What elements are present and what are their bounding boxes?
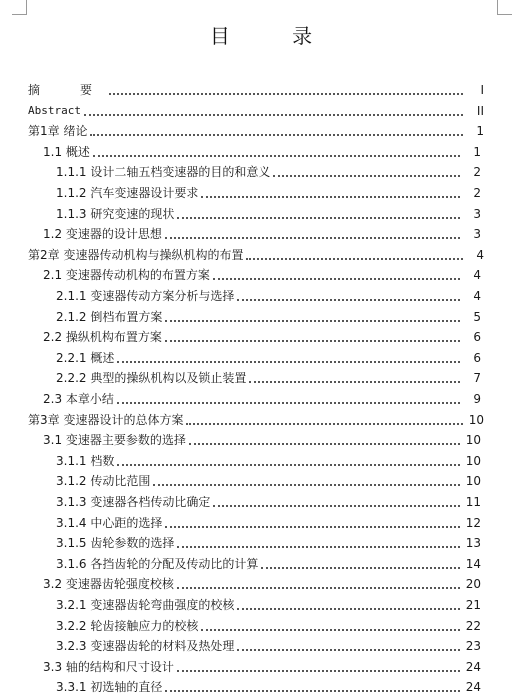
toc-page-number: 3 [473,227,481,242]
toc-entry[interactable] [0,347,522,366]
toc-entry-label: 2.2 操纵机构布置方案 [43,330,162,345]
toc-entry[interactable] [0,182,522,201]
toc-entry-label: 3.2.3 变速器齿轮的材料及热处理 [56,639,235,654]
toc-entry-label: 1.1 概述 [43,144,90,159]
dot-leader [165,678,460,692]
toc-title: 目 录 [209,24,341,48]
toc-entry-label: 1.1.3 研究变速的现状 [56,206,175,221]
dot-leader [177,658,460,672]
toc-entry-label: 3.1.3 变速器各档传动比确定 [56,495,211,509]
toc-entry[interactable] [0,79,522,98]
toc-page-number: 10 [465,433,481,448]
dot-leader [165,308,460,322]
toc-entry[interactable] [0,326,522,345]
dot-leader [237,637,460,651]
toc-entry-label: 摘 要 [28,83,107,97]
dot-leader [117,452,460,466]
toc-page-number: 6 [473,330,481,345]
toc-entry-label: 1.1.2 汽车变速器设计要求 [56,186,199,200]
toc-entry-label: 3.1.2 传动比范围 [56,474,151,489]
toc-entry-label: 第3章 变速器设计的总体方案 [28,412,184,427]
toc-entry[interactable] [0,100,522,119]
toc-entry-label: 1.2 变速器的设计思想 [43,227,162,242]
toc-page-number: 21 [465,598,481,612]
toc-page-number: 24 [465,680,481,695]
toc-page-number: 4 [476,247,484,262]
toc-entry-label: 3.2.2 轮齿接触应力的校核 [56,618,199,633]
toc-entry[interactable] [0,553,522,572]
toc-entry[interactable] [0,676,522,695]
toc-page-number: 4 [473,268,481,283]
toc-entry-label: 3.3.1 初选轴的直径 [56,680,163,695]
toc-page-number: 5 [473,309,481,324]
toc-page-number: 1 [473,144,481,159]
toc-page-number: 10 [465,453,481,468]
dot-leader [165,225,460,239]
toc-entry-label: 3.1.6 各挡齿轮的分配及传动比的计算 [56,556,259,571]
toc-page-number: 4 [473,289,481,303]
toc-entry[interactable] [0,203,522,222]
dot-leader [109,81,463,95]
toc-page-number: 9 [473,392,481,406]
toc-page-number: 22 [465,618,481,633]
dot-leader [177,534,460,548]
toc-entry-label: Abstract [28,103,81,117]
dot-leader [153,472,460,486]
toc-page-number: 10 [465,474,481,489]
toc-page-number: 1 [476,124,484,139]
dot-leader [261,555,460,569]
toc-entry-label: 2.2.2 典型的操纵机构以及锁止装置 [56,371,247,386]
dot-leader [213,266,460,280]
toc-entry[interactable] [0,512,522,531]
toc-entry[interactable] [0,532,522,551]
toc-entry[interactable] [0,388,522,407]
dot-leader [177,575,460,589]
toc-page-number: 24 [465,659,481,674]
dot-leader [201,617,460,631]
toc-page-number: 12 [465,515,481,530]
toc-entry-label: 3.1.4 中心距的选择 [56,515,163,530]
toc-entry-label: 3.1.5 齿轮参数的选择 [56,536,175,551]
toc-entry[interactable] [0,161,522,180]
toc-entry[interactable] [0,429,522,448]
toc-entry[interactable] [0,450,522,469]
toc-page-number: 20 [465,577,481,592]
dot-leader [237,596,460,610]
dot-leader [246,246,463,260]
toc-entry-label: 3.2.1 变速器齿轮弯曲强度的校核 [56,598,235,612]
toc-entry-label: 2.3 本章小结 [43,392,114,406]
toc-page-number: 3 [473,206,481,221]
toc-entry[interactable] [0,470,522,489]
toc-page-number: 2 [473,186,481,200]
toc-page-number: 10 [468,412,484,427]
toc-entry-label: 2.1.1 变速器传动方案分析与选择 [56,289,235,303]
toc-entry[interactable] [0,120,522,139]
toc-page-number: 14 [465,556,481,571]
toc-entry-label: 2.1.2 倒档布置方案 [56,309,163,324]
toc-entry[interactable] [0,573,522,592]
toc-entry-label: 第2章 变速器传动机构与操纵机构的布置 [28,247,244,262]
toc-entry-label: 第1章 绪论 [28,124,88,139]
dot-leader [213,493,460,507]
toc-entry-label: 2.1 变速器传动机构的布置方案 [43,268,210,283]
toc-entry[interactable] [0,409,522,428]
toc-entry-label: 1.1.1 设计二轴五档变速器的目的和意义 [56,165,271,180]
dot-leader [165,514,460,528]
dot-leader [165,328,460,342]
toc-entry-label: 3.3 轴的结构和尺寸设计 [43,659,174,674]
toc-entry[interactable] [0,244,522,263]
dot-leader [117,390,460,404]
toc-entry[interactable] [0,264,522,283]
toc-page-number: 23 [465,639,481,654]
dot-leader [93,143,460,157]
toc-page-number: 6 [473,350,481,365]
toc-entry[interactable] [0,615,522,634]
toc-entry-label: 3.1 变速器主要参数的选择 [43,433,186,448]
dot-leader [117,349,460,363]
toc-entry[interactable] [0,223,522,242]
toc-entry-label: 3.1.1 档数 [56,453,115,468]
toc-entry[interactable] [0,367,522,386]
toc-page-number: 13 [465,536,481,551]
toc-page-number: II [476,103,484,118]
dot-leader [273,163,460,177]
dot-leader [237,287,460,301]
toc-entry[interactable] [0,306,522,325]
dot-leader [177,205,460,219]
toc-entry[interactable] [0,656,522,675]
dot-leader [186,411,463,425]
dot-leader [84,102,463,116]
toc-page-number: 11 [465,495,481,509]
dot-leader [90,122,463,136]
dot-leader [201,184,460,198]
toc-entry[interactable] [0,285,522,304]
toc-entry-label: 2.2.1 概述 [56,350,115,365]
toc-page-number: 2 [473,165,481,180]
toc-entry-label: 3.2 变速器齿轮强度校核 [43,577,174,592]
toc-page-number: I [480,83,484,97]
dot-leader [189,431,460,445]
toc-entry[interactable] [0,635,522,654]
toc-entry[interactable] [0,141,522,160]
toc-entry[interactable] [0,594,522,613]
toc-page-number: 7 [473,371,481,386]
dot-leader [249,369,460,383]
toc-entry[interactable] [0,491,522,510]
